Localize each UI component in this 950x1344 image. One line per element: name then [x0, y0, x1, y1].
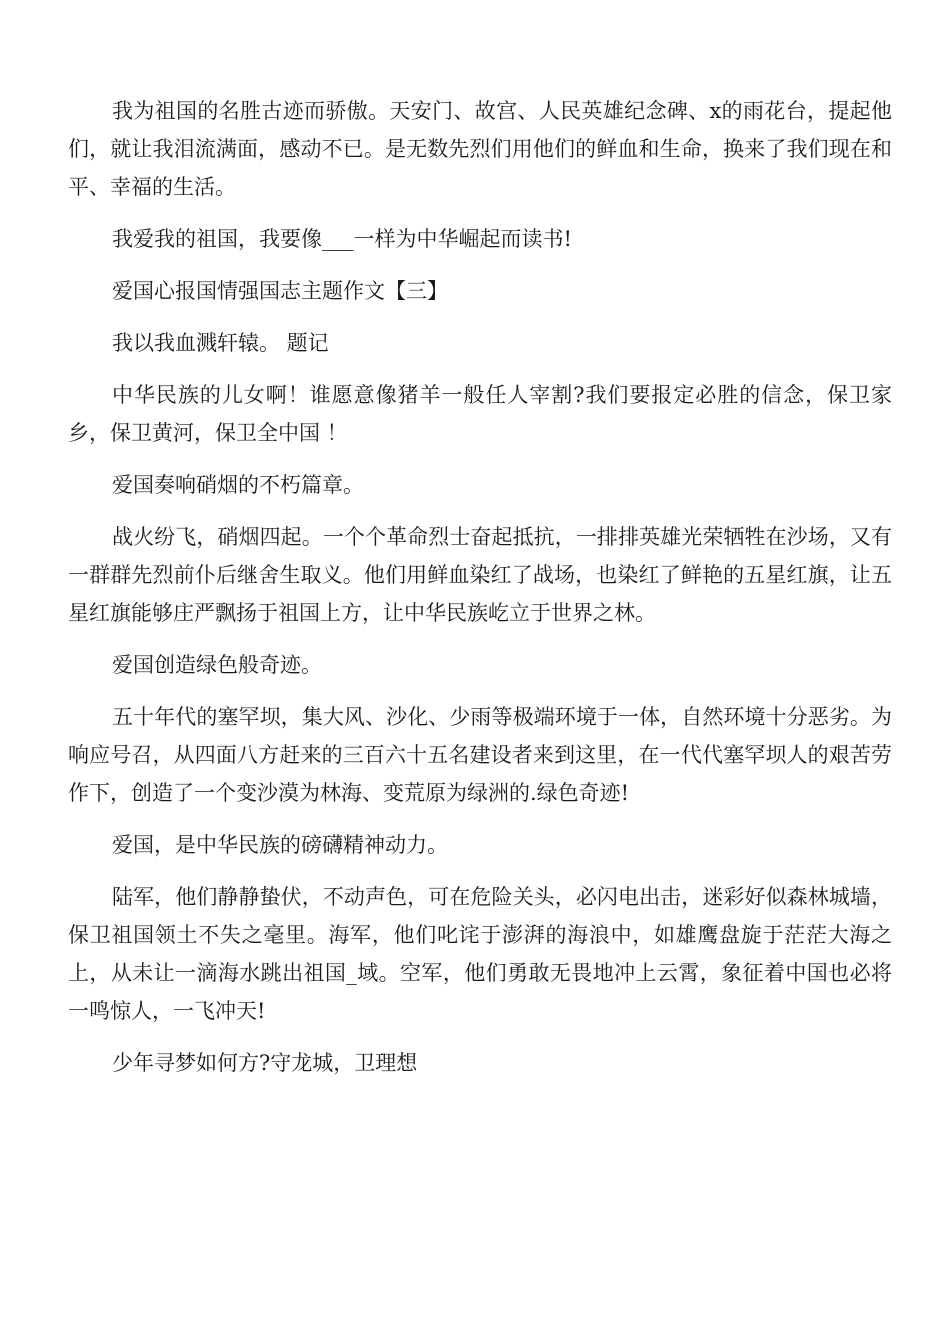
paragraph: 爱国创造绿色般奇迹。	[112, 653, 322, 677]
paragraph: 爱国奏响硝烟的不朽篇章。	[112, 473, 364, 497]
paragraph: 陆军，他们静静蛰伏，不动声色，可在危险关头，必闪电出击，迷彩好似森林城墙，保卫祖国领土不失之毫里。海军，他们叱诧于澎湃的海浪中，如雄鹰盘旋于茫茫大海之上，从未让一滴海水跳出祖国_域。空军，他们勇敢无畏地冲上云霄，象征着中国也必将一鸣惊人，一飞冲天!	[68, 885, 892, 1023]
paragraph: 战火纷飞，硝烟四起。一个个革命烈士奋起抵抗，一排排英雄光荣牺牲在沙场，又有一群群先烈前仆后继舍生取义。他们用鲜血染红了战场，也染红了鲜艳的五星红旗，让五星红旗能够庄严飘扬于祖国上方，让中华民族屹立于世界之林。	[68, 525, 892, 625]
document-body	[68, 92, 892, 1096]
paragraph: 我爱我的祖国，我要像___一样为中华崛起而读书!	[112, 227, 572, 251]
paragraph: 少年寻梦如何方?守龙城，卫理想	[112, 1051, 418, 1075]
paragraph: 爱国，是中华民族的磅礴精神动力。	[112, 833, 448, 857]
section-heading: 爱国心报国情强国志主题作文【三】	[112, 279, 448, 303]
paragraph: 中华民族的儿女啊！谁愿意像猪羊一般任人宰割?我们要报定必胜的信念，保卫家乡，保卫黄河，保卫全中国 ！	[68, 383, 892, 445]
epigraph: 我以我血溅轩辕。 题记	[112, 331, 329, 355]
paragraph: 五十年代的塞罕坝，集大风、沙化、少雨等极端环境于一体，自然环境十分恶劣。为响应号召，从四面八方赶来的三百六十五名建设者来到这里，在一代代塞罕坝人的艰苦劳作下，创造了一个变沙漠为林海、变荒原为绿洲的.绿色奇迹!	[68, 705, 892, 805]
paragraph: 我为祖国的名胜古迹而骄傲。天安门、故宫、人民英雄纪念碑、x的雨花台，提起他们，就让我泪流满面，感动不已。是无数先烈们用他们的鲜血和生命，换来了我们现在和平、幸福的生活。	[68, 99, 892, 199]
